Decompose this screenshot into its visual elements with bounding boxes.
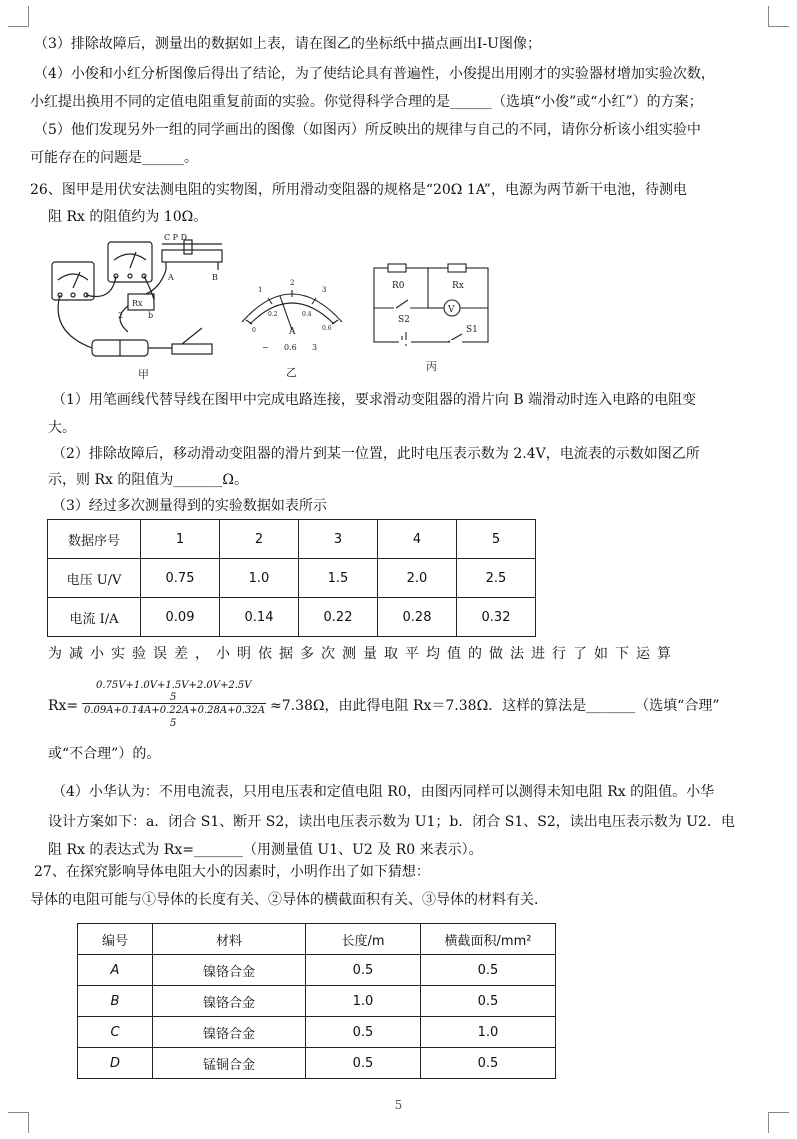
table-cell: 锰铜合金 (153, 1048, 306, 1079)
table-cell: 0.28 (378, 598, 457, 637)
table-header: 横截面积/mm² (421, 924, 556, 955)
scale-label: 0 (252, 327, 256, 334)
label-cpd: C P D (164, 233, 188, 242)
label-2: 2 (118, 311, 124, 320)
table-cell: 1.0 (421, 1017, 556, 1048)
label-rx: Rx (452, 281, 464, 291)
table-cell: 3 (299, 520, 378, 559)
scale-label: 0.2 (268, 311, 278, 318)
sub-question-3-end: 或“不合理”）的。 (48, 746, 161, 762)
question-26-stem: 阻 Rx 的阻值约为 10Ω。 (48, 209, 208, 225)
table-row (78, 1017, 556, 1048)
table-cell: 0.5 (306, 1048, 421, 1079)
sub-question-1: 大。 (48, 420, 76, 436)
formula-right: ≈7.38Ω，由此得电阻 Rx＝7.38Ω．这样的算法是_______（选填“合理” (270, 698, 720, 714)
figure-bing-circuit-diagram (366, 258, 496, 382)
question-line: （3）排除故障后，测量出的数据如上表，请在图乙的坐标纸中描点画出I-U图像； (34, 36, 541, 52)
table-cell: 1.0 (220, 559, 299, 598)
table-cell: 0.22 (299, 598, 378, 637)
sub-question-4: 阻 Rx 的表达式为 Rx=_______（用测量值 U1、U2 及 R0 来表示）。 (48, 842, 483, 858)
sub-question-3: （3）经过多次测量得到的实验数据如表所示 (52, 498, 327, 514)
table-cell: 1.5 (299, 559, 378, 598)
figure-label-bing: 丙 (426, 360, 437, 373)
terminal-label: 0.6 (284, 343, 297, 352)
question-line: 可能存在的问题是______。 (30, 150, 198, 166)
sub-question-1: （1）用笔画线代替导线在图甲中完成电路连接，要求滑动变阻器的滑片向 B 端滑动时连入电路的电阻变 (52, 392, 697, 408)
formula-denominator: 0.09A+0.14A+0.22A+0.28A+0.32A (84, 705, 265, 716)
table-cell: 0.14 (220, 598, 299, 637)
corner-mark (8, 6, 29, 27)
table-cell: 1 (141, 520, 220, 559)
table-cell: C (78, 1017, 153, 1048)
figure-label-yi: 乙 (286, 366, 297, 379)
terminal-label: 3 (312, 343, 318, 352)
table-cell: 电流 I/A (48, 598, 141, 637)
table-cell: 4 (378, 520, 457, 559)
formula-numerator: 0.75V+1.0V+1.5V+2.0V+2.5V (96, 680, 252, 691)
formula-denominator-5: 5 (170, 718, 177, 729)
table-cell: 0.32 (457, 598, 536, 637)
ammeter-symbol: A (289, 327, 296, 337)
table-cell: 0.09 (141, 598, 220, 637)
table-header: 长度/m (306, 924, 421, 955)
sub-question-3-text: 为减小实验误差，小明依据多次测量取平均值的做法进行了如下运算 (48, 646, 678, 662)
table-cell: 0.75 (141, 559, 220, 598)
figure-yi-ammeter (232, 272, 352, 382)
table-cell: 电压 U/V (48, 559, 141, 598)
label-r0: R0 (392, 281, 405, 291)
scale-label: 0.4 (302, 311, 312, 318)
scale-label: 2 (290, 279, 295, 287)
question-line: （5）他们发现另外一组的同学画出的图像（如图丙）所反映出的规律与自己的不同，请你分析该小组实验中 (34, 122, 701, 138)
table-cell: 2.5 (457, 559, 536, 598)
table-cell: 镍铬合金 (153, 955, 306, 986)
label-rx: Rx (132, 299, 143, 308)
table-cell: 2.0 (378, 559, 457, 598)
table-cell: 5 (457, 520, 536, 559)
table-row (78, 955, 556, 986)
table-cell: 0.5 (306, 955, 421, 986)
question-line: 小红提出换用不同的定值电阻重复前面的实验。你觉得科学合理的是______（选填“小俊”或“小红”）的方案； (30, 94, 703, 110)
corner-mark (768, 6, 789, 27)
label-b-small: b (148, 311, 154, 320)
question-line: （4）小俊和小红分析图像后得出了结论，为了使结论具有普遍性，小俊提出用刚才的实验器材增加实验次数， (34, 66, 715, 82)
page-number: 5 (394, 1098, 403, 1112)
table-cell: 0.5 (306, 1017, 421, 1048)
table-cell: 0.5 (421, 986, 556, 1017)
table-cell: D (78, 1048, 153, 1079)
scale-label: 0.6 (322, 325, 332, 332)
table-row (78, 986, 556, 1017)
table-cell: 0.5 (421, 955, 556, 986)
table-header: 编号 (78, 924, 153, 955)
table-cell: 0.5 (421, 1048, 556, 1079)
corner-mark (768, 1112, 789, 1133)
fraction-bar (82, 703, 266, 704)
table-row (78, 1048, 556, 1079)
table-header-row (78, 924, 556, 955)
table-cell: 数据序号 (48, 520, 141, 559)
sub-question-4: （4）小华认为：不用电流表，只用电压表和定值电阻 R0，由图丙同样可以测得未知电阻 Rx 的阻值。小华 (52, 784, 715, 800)
sub-question-2: 示，则 Rx 的阻值为_______Ω。 (48, 472, 248, 488)
table-header: 材料 (153, 924, 306, 955)
question-27-stem: 27、在探究影响导体电阻大小的因素时，小明作出了如下猜想： (34, 864, 430, 880)
question-27-stem: 导体的电阻可能与①导体的长度有关、②导体的横截面积有关、③导体的材料有关． (30, 892, 548, 908)
question-26-stem: 26、图甲是用伏安法测电阻的实物图，所用滑动变阻器的规格是“20Ω 1A”，电源为两节新干电池，待测电 (30, 182, 687, 198)
figure-jia-circuit-photo (42, 232, 242, 382)
scale-label: 3 (322, 286, 327, 294)
label-b: B (212, 273, 218, 282)
data-table-1 (47, 519, 536, 637)
figure-label-jia: 甲 (138, 368, 149, 381)
corner-mark (8, 1112, 29, 1133)
label-s2: S2 (398, 315, 410, 325)
label-s1: S1 (466, 325, 478, 335)
formula-denominator-5: 5 (170, 692, 177, 703)
label-a: A (168, 273, 174, 282)
table-row (48, 598, 536, 637)
table-cell: A (78, 955, 153, 986)
table-cell: B (78, 986, 153, 1017)
table-row (48, 520, 536, 559)
sub-question-2: （2）排除故障后，移动滑动变阻器的滑片到某一位置，此时电压表示数为 2.4V，电流表的示数如图乙所 (52, 446, 700, 462)
table-cell: 镍铬合金 (153, 1017, 306, 1048)
table-cell: 2 (220, 520, 299, 559)
sub-question-4: 设计方案如下：a．闭合 S1、断开 S2，读出电压表示数为 U1；b．闭合 S1、S2，读出电压表示数为 U2．电 (48, 814, 735, 830)
table-row (48, 559, 536, 598)
materials-table (77, 923, 556, 1079)
terminal-label: − (262, 343, 269, 352)
scale-label: 1 (258, 286, 263, 294)
table-cell: 1.0 (306, 986, 421, 1017)
formula-left: Rx= (48, 698, 79, 714)
table-cell: 镍铬合金 (153, 986, 306, 1017)
voltmeter-symbol: V (448, 305, 455, 315)
